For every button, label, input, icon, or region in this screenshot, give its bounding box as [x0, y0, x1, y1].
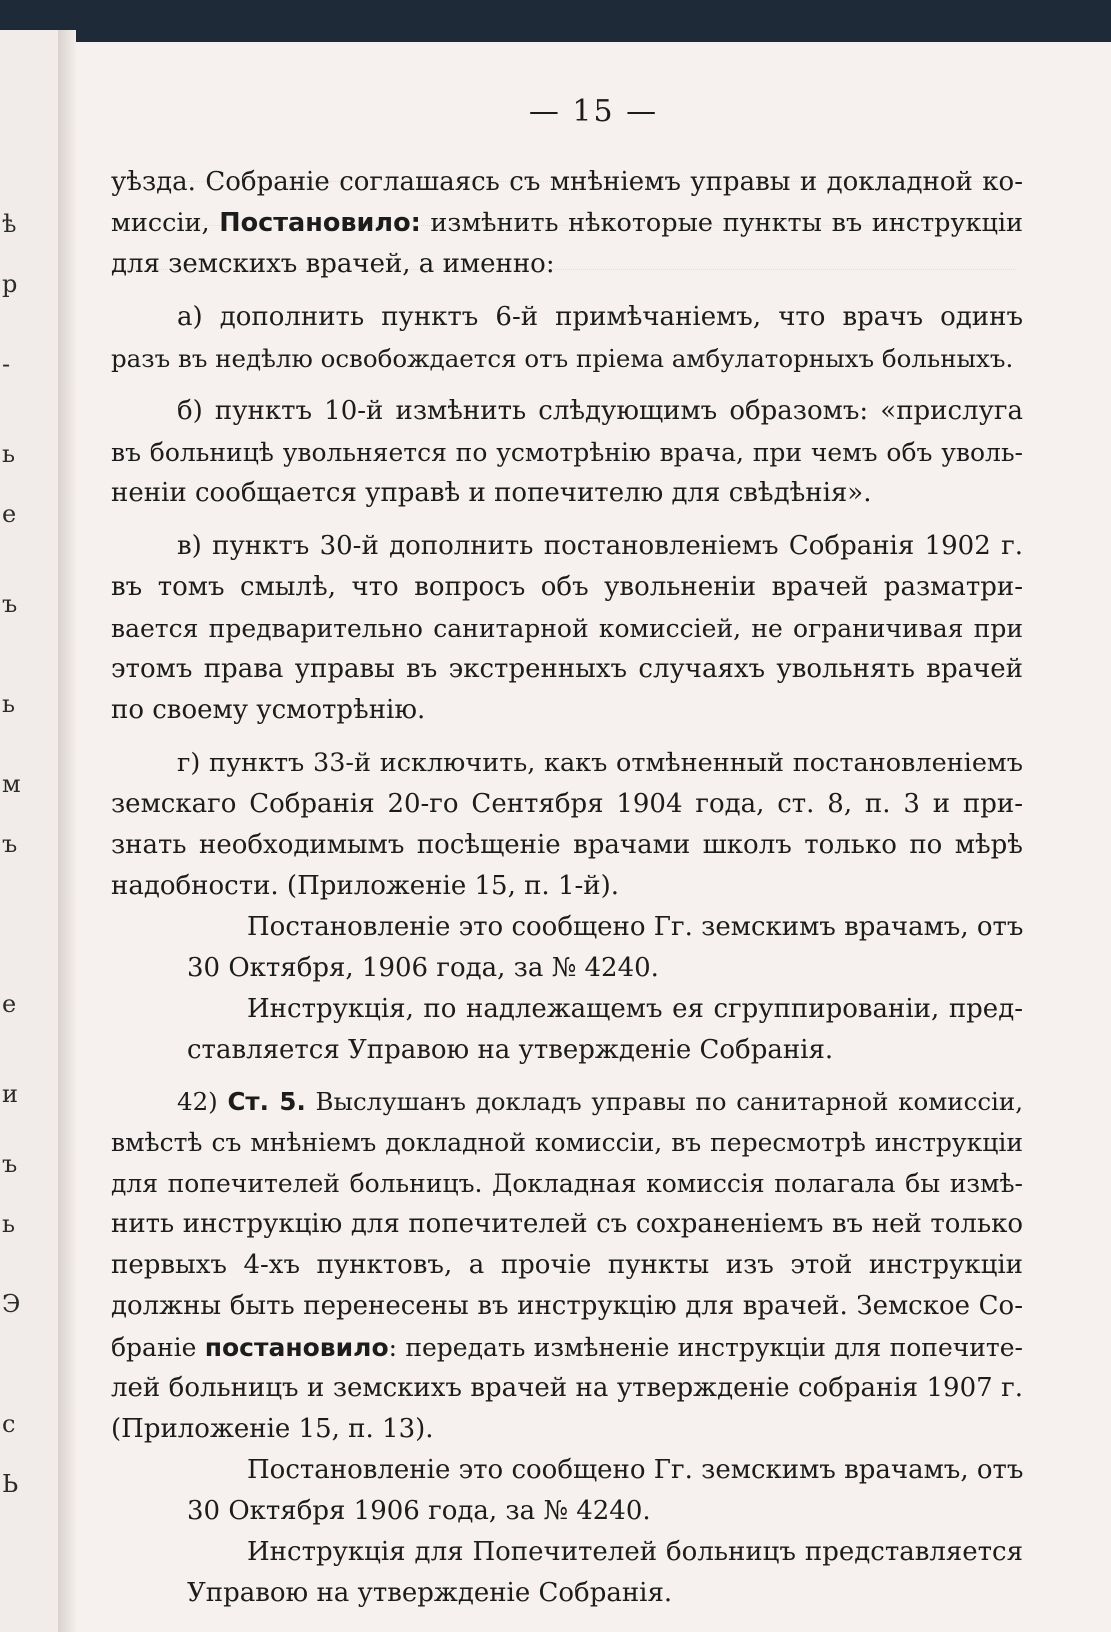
- text-line: разъ въ недѣлю освобождается отъ пріема амбулаторныхъ больныхъ.: [111, 344, 1014, 373]
- page-gutter: [58, 30, 76, 1632]
- edge-glyph: Ь: [2, 1470, 19, 1498]
- text-line: в) пунктъ 30-й дополнить постановленіемъ Собранія 1902 г.: [177, 531, 1023, 561]
- text-line: нить инструкцію для попечителей съ сохраненіемъ въ ней только: [111, 1209, 1023, 1239]
- text-line: Управою на утвержденіе Собранія.: [187, 1578, 673, 1608]
- text-line: [111, 1327, 1023, 1368]
- text-line: ставляется Управою на утвержденіе Собранія.: [187, 1035, 834, 1065]
- document-page: [76, 42, 1111, 1632]
- edge-glyph: ь: [2, 440, 16, 468]
- edge-glyph: е: [2, 990, 17, 1018]
- text-line: а) дополнить пунктъ 6-й примѣчаніемъ, что врачъ одинъ: [177, 302, 1023, 332]
- edge-glyph: и: [2, 1080, 18, 1108]
- edge-glyph: е: [2, 500, 17, 528]
- text-run: Выслушанъ докладъ управы по санитарной комиссіи,: [305, 1087, 1023, 1116]
- paragraph-gap: [111, 514, 1023, 526]
- text-run: браніе: [111, 1333, 205, 1362]
- text-line: этомъ права управы въ экстренныхъ случаяхъ увольнять врачей: [111, 654, 1023, 684]
- edge-glyph: ь: [2, 690, 16, 718]
- edge-glyph: ь: [2, 1210, 16, 1238]
- text-line: вается предварительно санитарной комиссіей, не ограничивая при: [111, 614, 1023, 643]
- edge-glyph: ъ: [2, 830, 18, 858]
- emphasis-text: постановило: [204, 1333, 389, 1362]
- text-line: надобности. (Приложеніе 15, п. 1-й).: [111, 871, 620, 901]
- text-line: [111, 1081, 1023, 1122]
- text-line: знать необходимымъ посѣщеніе врачами школъ только по мѣрѣ: [111, 830, 1023, 860]
- edge-glyph: р: [2, 270, 18, 298]
- text-line: уѣзда. Собраніе соглашаясь съ мнѣніемъ управы и докладной ко-: [111, 167, 1023, 197]
- edge-glyph: Э: [2, 1290, 21, 1318]
- text-line: [111, 203, 1023, 244]
- text-line: (Приложеніе 15, п. 13).: [111, 1414, 434, 1444]
- text-run: миссіи,: [111, 208, 220, 238]
- text-line: для земскихъ врачей, а именно:: [111, 249, 555, 279]
- page-number: — 15 —: [528, 94, 659, 129]
- text-line: должны быть перенесены въ инструкцію для врачей. Земское Со-: [111, 1291, 1023, 1321]
- text-line: по своему усмотрѣнію.: [111, 695, 426, 725]
- paragraph-gap: [111, 379, 1023, 391]
- edge-glyph: -: [2, 350, 11, 378]
- edge-glyph: ъ: [2, 1150, 18, 1178]
- text-line: Инструкція, по надлежащемъ ея сгруппированіи, пред-: [247, 994, 1023, 1024]
- paragraph-gap: [111, 285, 1023, 297]
- text-run: : передать измѣненіе инструкціи для попечите-: [388, 1333, 1024, 1362]
- text-line: лей больницъ и земскихъ врачей на утвержденіе собранія 1907 г.: [111, 1373, 1023, 1403]
- text-line: Постановленіе это сообщено Гг. земскимъ врачамъ, отъ: [247, 1455, 1024, 1485]
- edge-glyph: ѣ: [2, 210, 17, 238]
- text-line: неніи сообщается управѣ и попечителю для свѣдѣнія».: [111, 478, 872, 508]
- edge-glyph: ъ: [2, 590, 18, 618]
- text-line: вмѣстѣ съ мнѣніемъ докладной комиссіи, въ пересмотрѣ инструкціи: [111, 1128, 1023, 1157]
- article-number: Ст. 5.: [227, 1087, 306, 1116]
- adjacent-page-edge: [0, 30, 60, 1632]
- text-run: измѣнить нѣкоторые пункты въ инструкціи: [420, 208, 1023, 238]
- text-line: въ томъ смылѣ, что вопросъ объ увольненіи врачей разматри-: [111, 572, 1023, 602]
- text-line: въ больницѣ увольняется по усмотрѣнію врача, при чемъ объ уволь-: [111, 438, 1023, 467]
- emphasis-text: Постановило:: [219, 208, 421, 238]
- text-line: 30 Октября, 1906 года, за № 4240.: [187, 953, 659, 983]
- text-line: 30 Октября 1906 года, за № 4240.: [187, 1496, 651, 1526]
- paragraph-gap: [111, 731, 1023, 743]
- text-line: Инструкція для Попечителей больницъ представляется: [247, 1537, 1023, 1567]
- paragraph-gap: [111, 1071, 1023, 1081]
- text-run: 42): [177, 1087, 228, 1116]
- text-line: земскаго Собранія 20-го Сентября 1904 года, ст. 8, п. 3 и при-: [111, 789, 1023, 819]
- text-line: г) пунктъ 33-й исключить, какъ отмѣненный постановленіемъ: [177, 748, 1023, 778]
- edge-glyph: м: [2, 770, 21, 798]
- text-line: Постановленіе это сообщено Гг. земскимъ врачамъ, отъ: [247, 912, 1024, 942]
- edge-glyph: с: [2, 1410, 16, 1438]
- text-line: первыхъ 4-хъ пунктовъ, а прочіе пункты изъ этой инструкціи: [111, 1250, 1023, 1280]
- body-text: [111, 162, 1023, 1614]
- text-line: для попечителей больницъ. Докладная комиссія полагала бы измѣ-: [111, 1169, 1023, 1198]
- text-line: б) пунктъ 10-й измѣнить слѣдующимъ образомъ: «прислуга: [177, 396, 1023, 426]
